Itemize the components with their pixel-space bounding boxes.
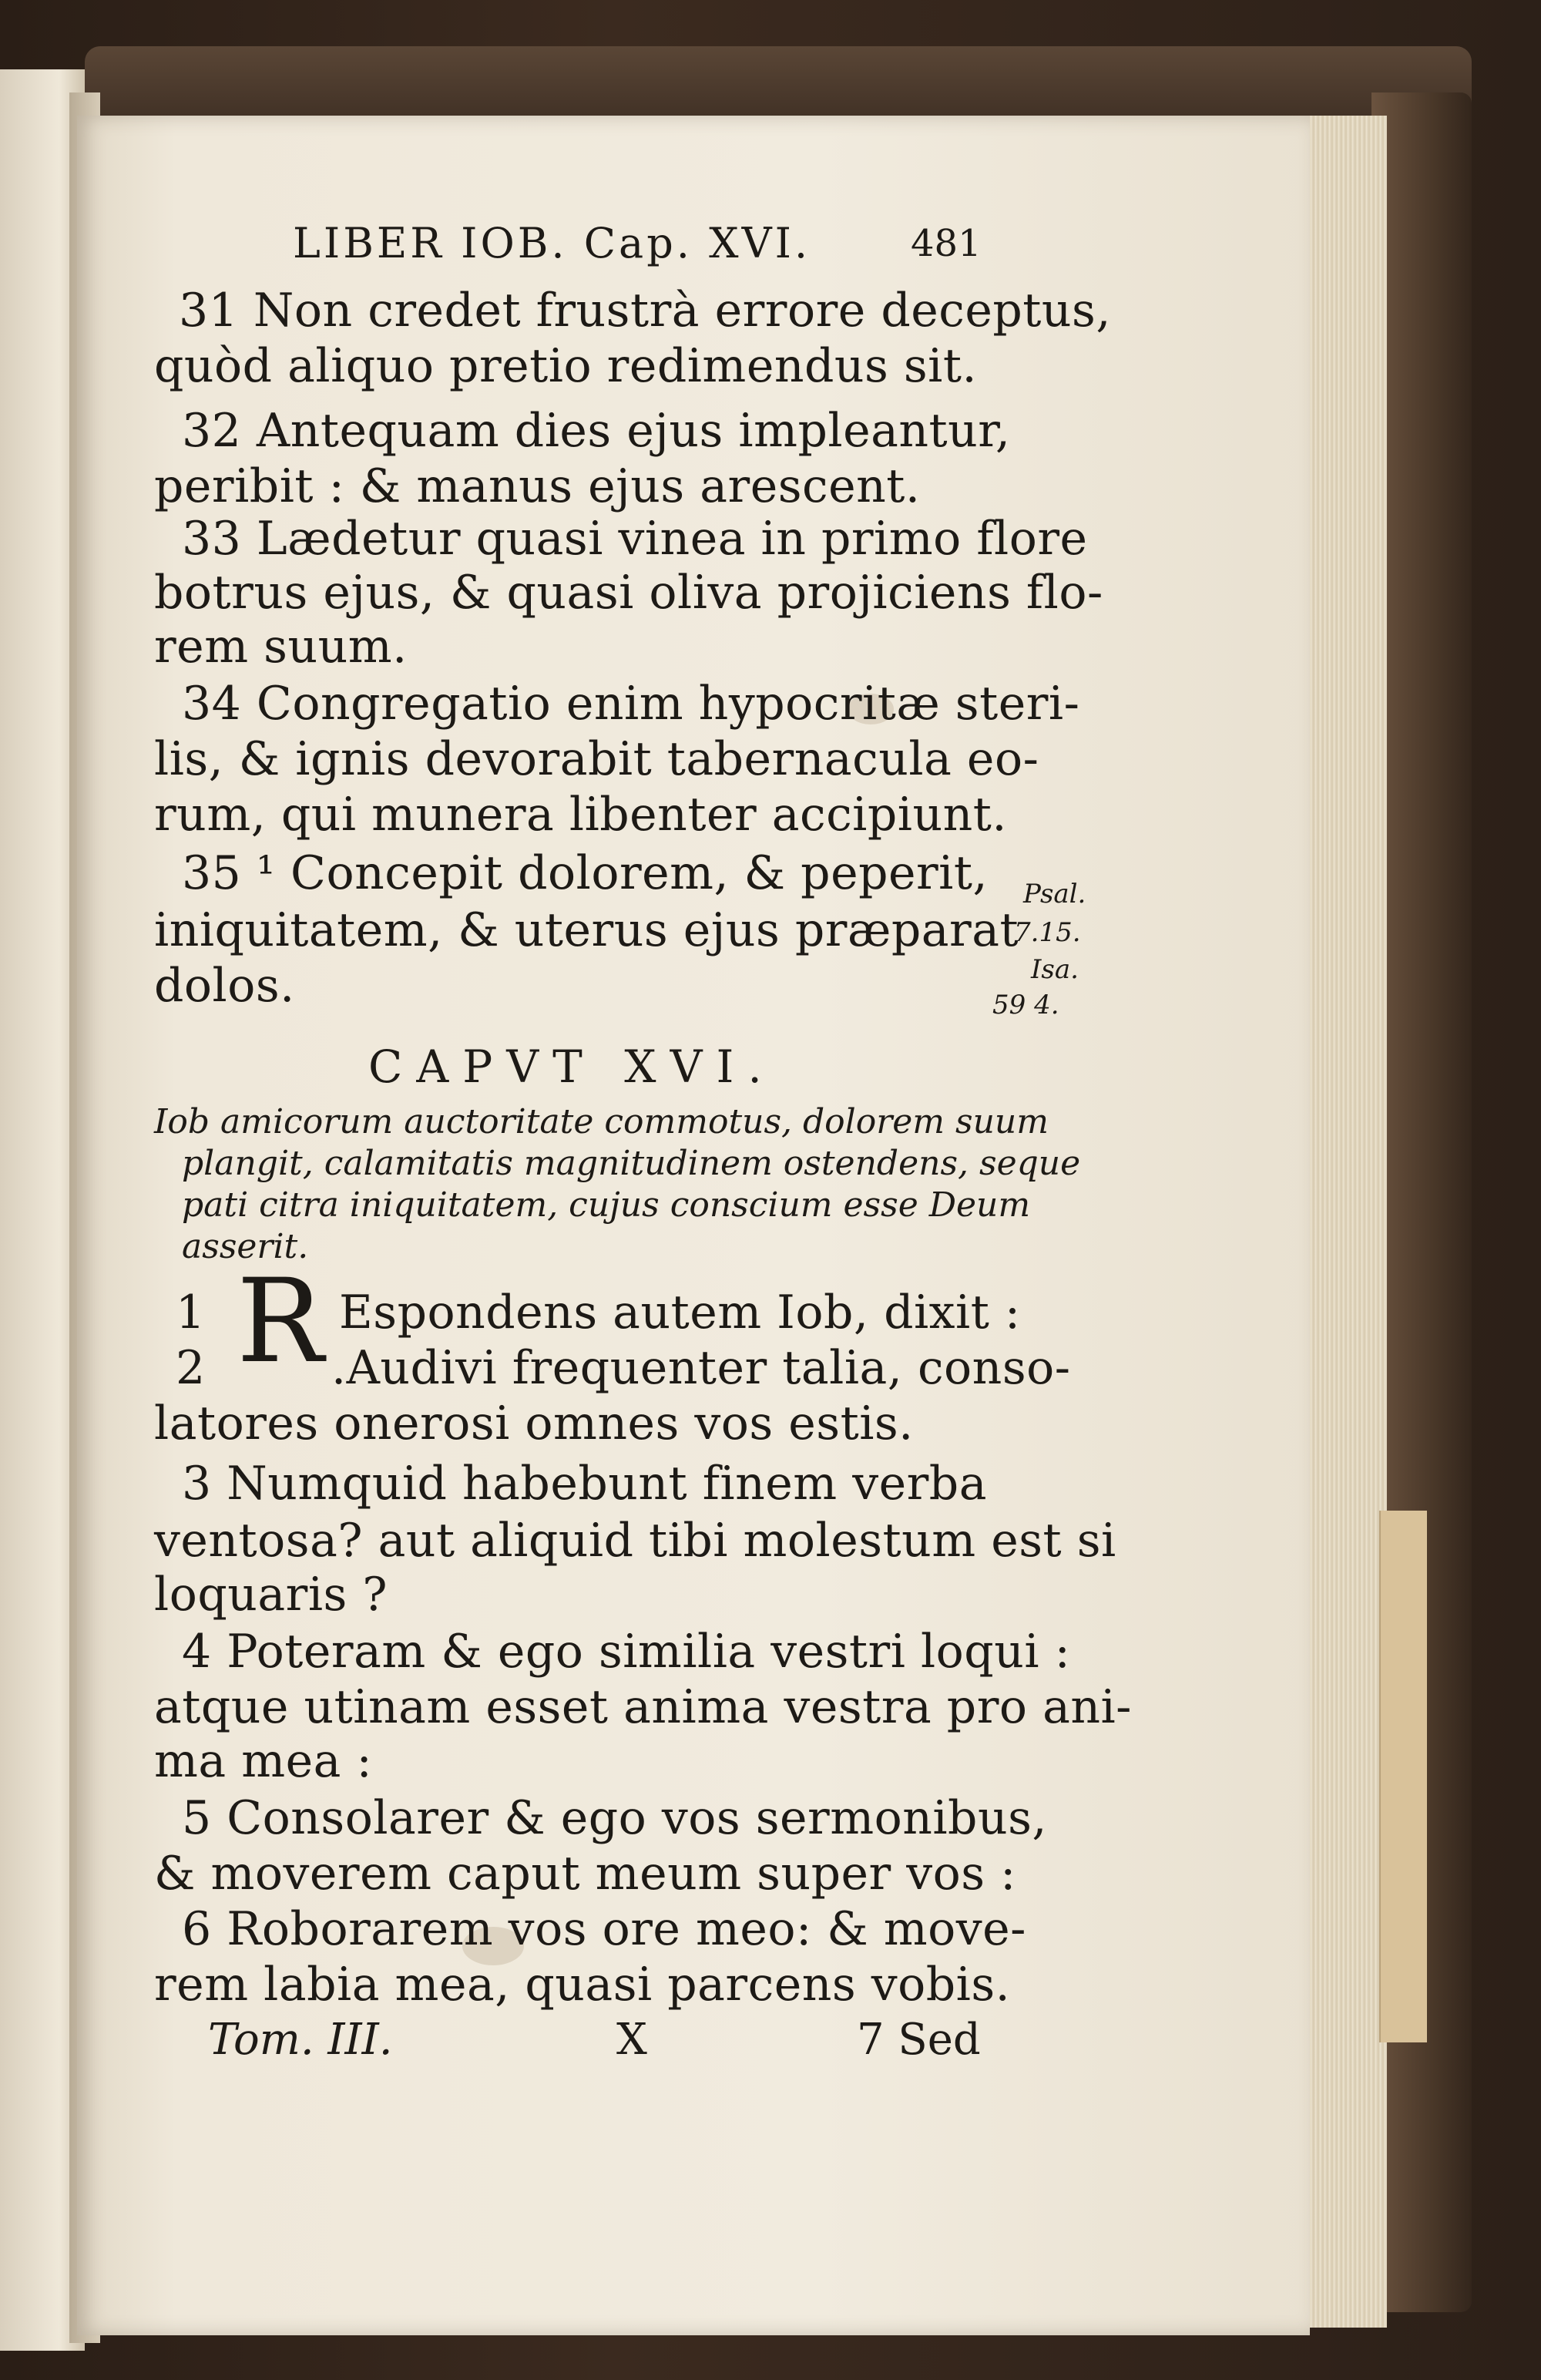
drop-capital: R — [237, 1255, 324, 1389]
text-line: 4 Poteram & ego similia vestri loqui : — [182, 1625, 1071, 1679]
summary-line: plangit, calamitatis magnitudinem ostendens, seque — [182, 1144, 1081, 1183]
margin-note: Psal. — [1023, 879, 1086, 909]
text-line: atque utinam esset anima vestra pro ani- — [154, 1680, 1132, 1734]
text-line: Espondens autem Iob, dixit : — [339, 1286, 1021, 1340]
text-line: & moverem caput meum super vos : — [154, 1847, 1016, 1901]
text-line: rum, qui munera libenter accipiunt. — [154, 788, 1007, 842]
text-line: botrus ejus, & quasi oliva projiciens flo- — [154, 566, 1103, 620]
verse-number: 2 — [176, 1341, 206, 1395]
running-head: LIBER IOB. Cap. XVI. — [293, 219, 811, 267]
page-number: 481 — [911, 222, 982, 265]
volume-mark: Tom. III. — [208, 2015, 393, 2065]
page-tab — [1379, 1511, 1427, 2042]
margin-note: 7.15. — [1014, 917, 1081, 948]
text-line: 32 Antequam dies ejus impleantur, — [182, 404, 1011, 458]
text-line: 33 Lædetur quasi vinea in primo flore — [182, 512, 1088, 566]
margin-note: 59 4. — [992, 990, 1059, 1020]
text-line: 5 Consolarer & ego vos sermonibus, — [182, 1791, 1047, 1845]
chapter-heading: CAPVT XVI. — [368, 1040, 776, 1093]
text-line: 34 Congregatio enim hypocritæ steri- — [182, 677, 1080, 731]
text-line: rem suum. — [154, 620, 408, 674]
text-line: 35 ¹ Concepit dolorem, & peperit, — [182, 846, 989, 900]
text-line: .Audivi frequenter talia, conso- — [331, 1341, 1071, 1395]
text-line: iniquitatem, & uterus ejus præparat — [154, 903, 1019, 957]
text-line: latores onerosi omnes vos estis. — [154, 1397, 914, 1451]
summary-line: asserit. — [182, 1227, 309, 1266]
text-line: lis, & ignis devorabit tabernacula eo- — [154, 732, 1039, 786]
text-line: dolos. — [154, 959, 295, 1013]
catchword: 7 Sed — [857, 2015, 981, 2065]
text-line: loquaris ? — [154, 1568, 388, 1622]
text-line: 3 Numquid habebunt finem verba — [182, 1457, 987, 1511]
page-edges — [1302, 116, 1387, 2328]
text-line: ventosa? aut aliquid tibi molestum est si — [154, 1514, 1116, 1568]
text-line: peribit : & manus ejus arescent. — [154, 459, 921, 513]
text-line: 6 Roborarem vos ore meo: & move- — [182, 1902, 1026, 1956]
text-line: 31 Non credet frustrà errore deceptus, — [179, 284, 1111, 338]
text-line: quòd aliquo pretio redimendus sit. — [154, 339, 978, 393]
summary-line: pati citra iniquitatem, cujus conscium esse Deum — [182, 1185, 1031, 1225]
text-line: ma mea : — [154, 1734, 373, 1788]
signature-mark: X — [616, 2015, 647, 2065]
margin-note: Isa. — [1031, 954, 1079, 985]
summary-line: Iob amicorum auctoritate commotus, dolorem suum — [154, 1102, 1049, 1141]
text-line: rem labia mea, quasi parcens vobis. — [154, 1958, 1011, 2012]
verse-number: 1 — [176, 1286, 206, 1340]
